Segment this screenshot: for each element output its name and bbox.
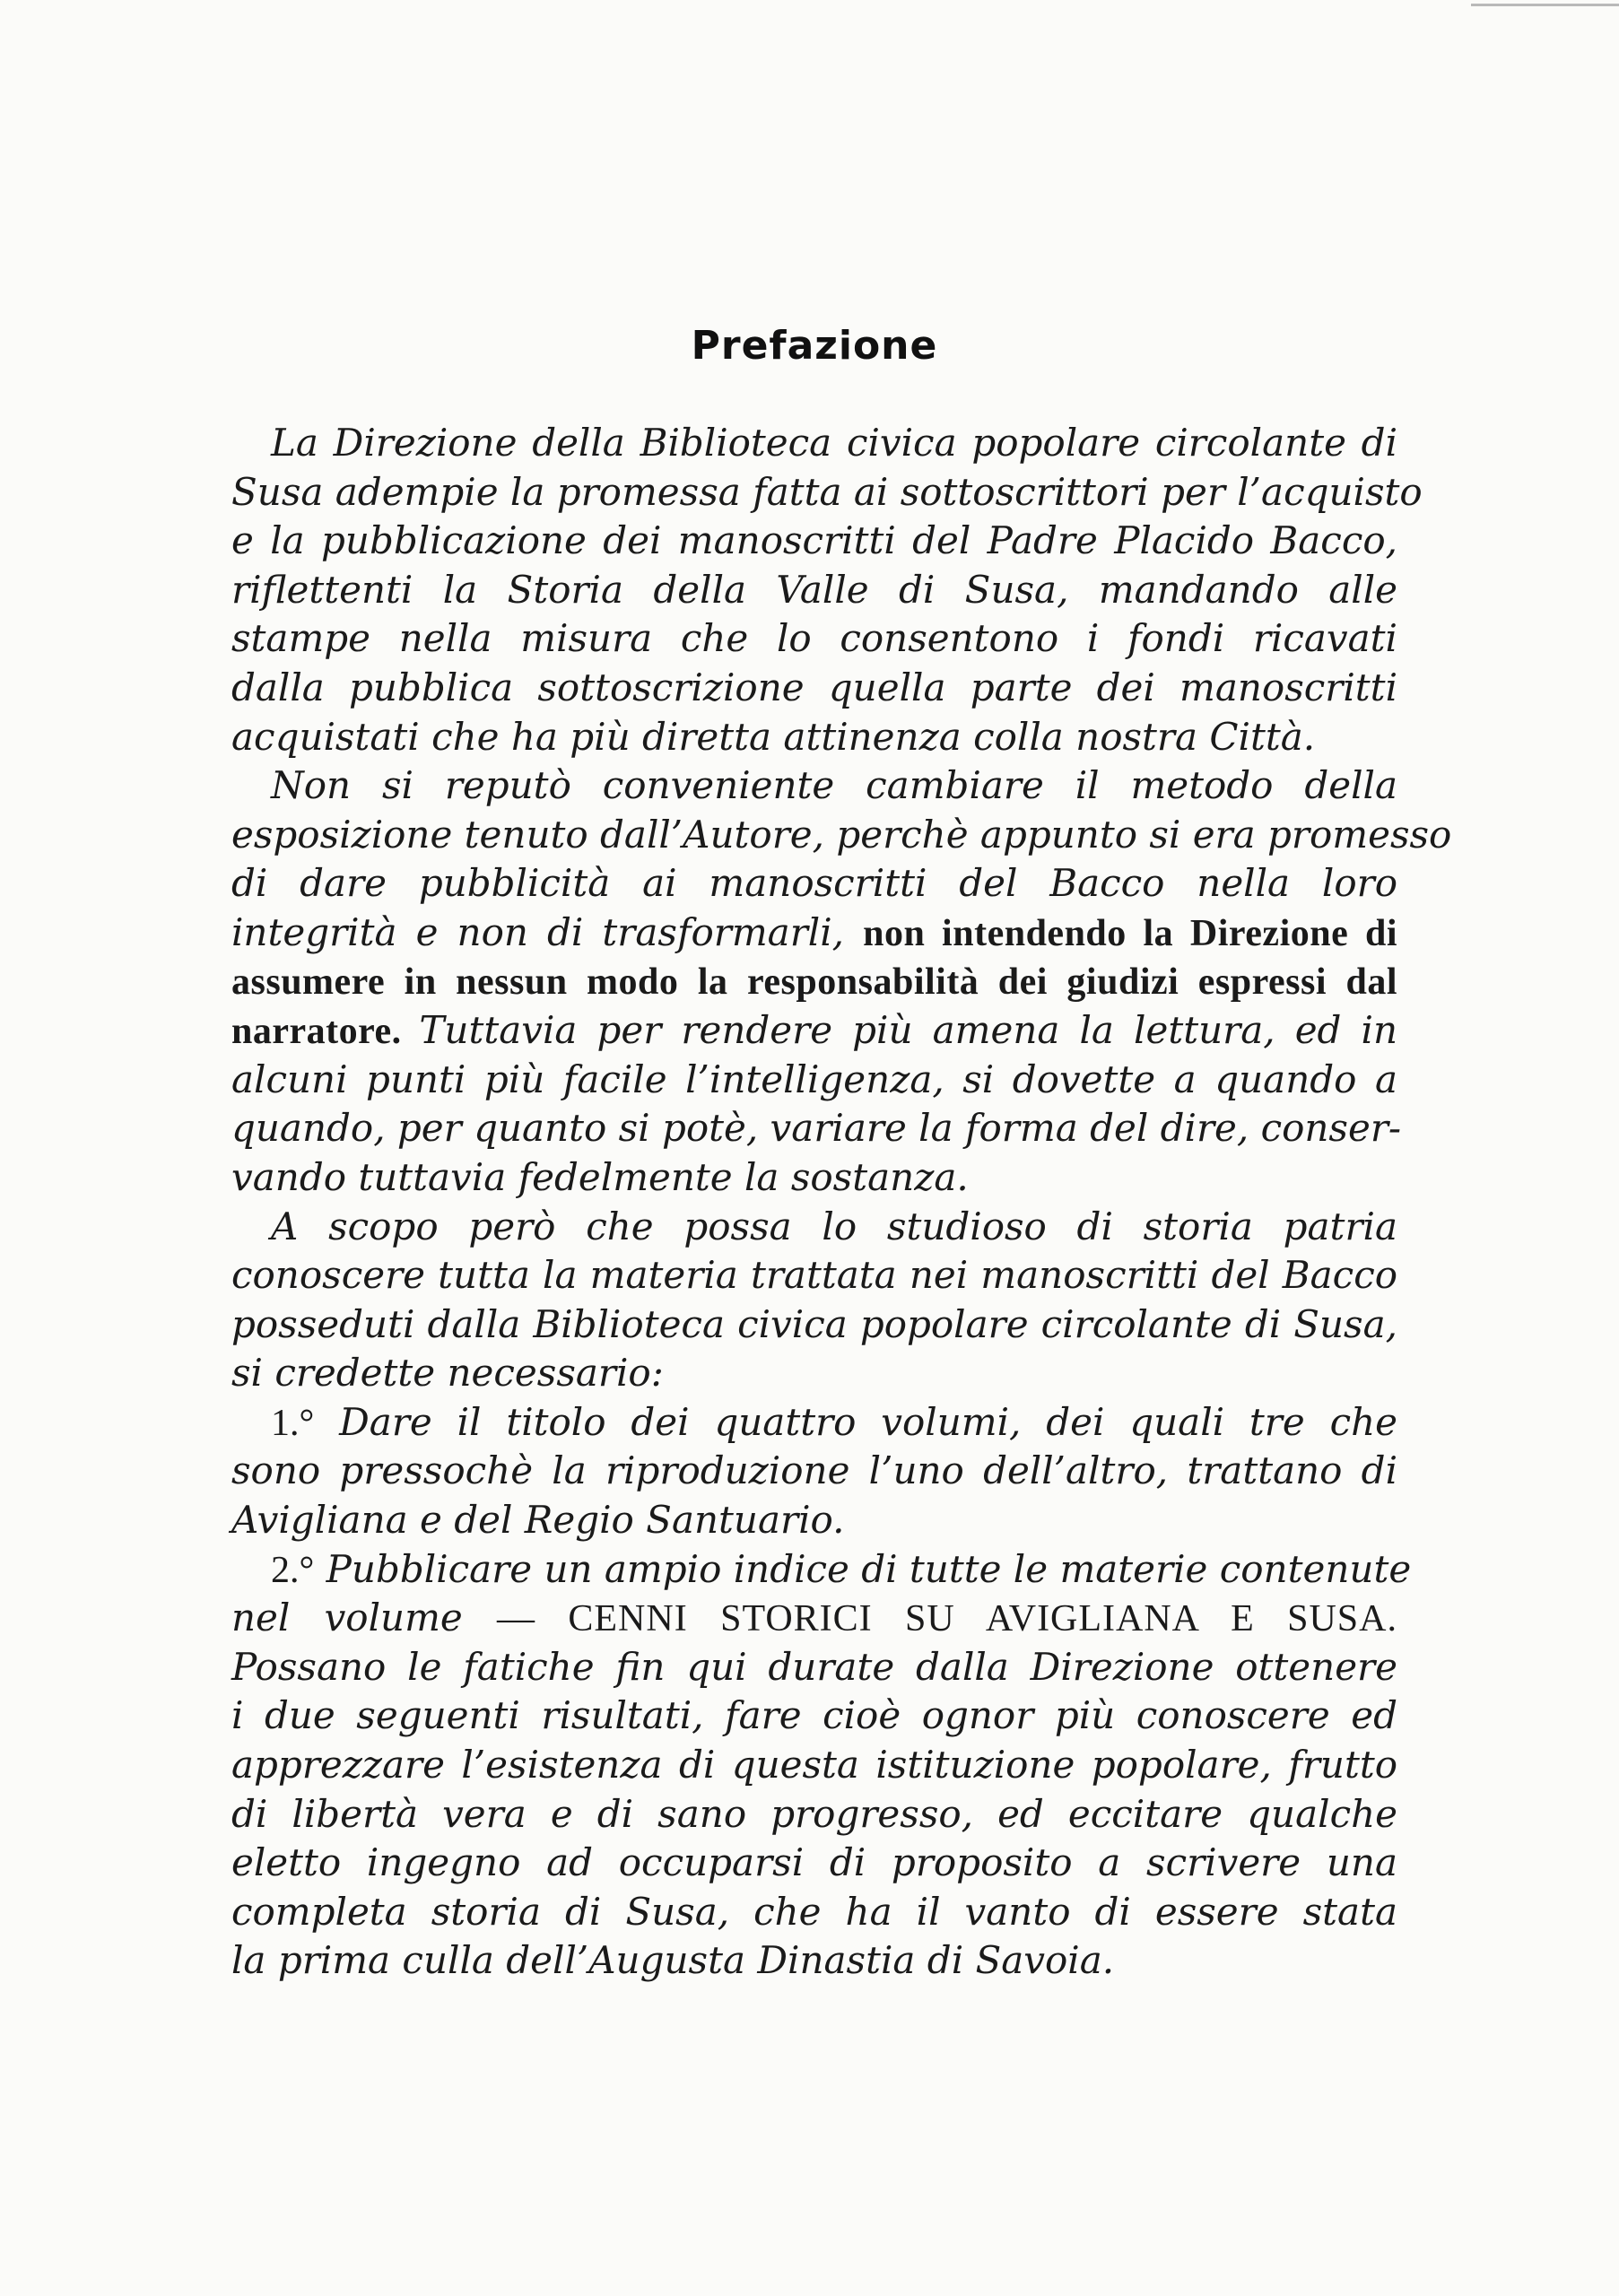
text-line: Non si reputò conveniente cambiare il metodo della bbox=[271, 763, 1397, 808]
text-roman: non intendendo la Direzione di bbox=[863, 912, 1397, 954]
preface-page bbox=[231, 323, 1452, 1986]
list-number: 2.° bbox=[271, 1549, 315, 1591]
paragraph-1 bbox=[231, 419, 1423, 761]
page-title: Prefazione bbox=[691, 323, 938, 369]
paragraph-5 bbox=[231, 1545, 1412, 1986]
text-roman: narratore. bbox=[231, 1011, 420, 1053]
text-line: esposizione tenuto dall’Autore, perchè appunto si era promesso bbox=[231, 812, 1452, 857]
paragraph-3 bbox=[231, 1203, 1397, 1398]
text-italic: nel volume bbox=[231, 1596, 497, 1640]
text-line: stampe nella misura che lo consentono i fondi ricavati bbox=[231, 616, 1397, 661]
text-line bbox=[231, 909, 1397, 958]
text-line: acquistati che ha più diretta attinenza colla nostra Città. bbox=[231, 714, 1316, 759]
text-line: la prima culla dell’Augusta Dinastia di Savoia. bbox=[231, 1938, 1115, 1983]
text-line: Possano le fatiche fin qui durate dalla Direzione ottenere bbox=[231, 1644, 1397, 1689]
text-line bbox=[231, 1006, 1397, 1056]
paragraph-4 bbox=[231, 1398, 1397, 1545]
text-line: A scopo però che possa lo studioso di storia patria bbox=[271, 1204, 1397, 1248]
text-line: conoscere tutta la materia trattata nei manoscritti del Bacco bbox=[231, 1253, 1397, 1298]
text-line: di libertà vera e di sano progresso, ed eccitare qualche bbox=[231, 1791, 1397, 1836]
text-italic: Tuttavia per rendere più amena la lettura, ed in bbox=[419, 1008, 1398, 1053]
text-line: Avigliana e del Regio Santuario. bbox=[231, 1498, 845, 1543]
text-line bbox=[231, 1398, 1397, 1448]
text-line: assumere in nessun modo la responsabilità dei giudizi espressi dal bbox=[231, 961, 1397, 1003]
text-line: dalla pubblica sottoscrizione quella parte dei manoscritti bbox=[231, 665, 1397, 709]
text-line: i due seguenti risultati, fare cioè ognor più conoscere ed bbox=[231, 1693, 1397, 1738]
text-line: si credette necessario: bbox=[231, 1351, 664, 1396]
text-line: completa storia di Susa, che ha il vanto di essere stata bbox=[231, 1889, 1397, 1934]
text-italic: Dare il titolo dei quattro volumi, dei quali tre che bbox=[314, 1399, 1397, 1444]
text-italic: Pubblicare un ampio indice di tutte le materie contenute bbox=[314, 1546, 1412, 1591]
text-line: quando, per quanto si potè, variare la forma del dire, conser- bbox=[231, 1106, 1402, 1151]
text-line: vando tuttavia fedelmente la sostanza. bbox=[231, 1154, 969, 1199]
text-line: La Direzione della Biblioteca civica popolare circolante di bbox=[271, 421, 1397, 465]
text-line: sono pressochè la riproduzione l’uno dell’altro, trattano di bbox=[231, 1448, 1397, 1493]
text-line: alcuni punti più facile l’intelligenza, si dovette a quando a bbox=[231, 1057, 1397, 1101]
text-line: apprezzare l’esistenza di questa istituzione popolare, frutto bbox=[231, 1743, 1397, 1787]
text-line: riflettenti la Storia della Valle di Susa, mandando alle bbox=[231, 567, 1397, 612]
text-line: posseduti dalla Biblioteca civica popolare circolante di Susa, bbox=[231, 1301, 1397, 1346]
text-line: Susa adempie la promessa fatta ai sottoscrittori per l’acquisto bbox=[231, 469, 1423, 514]
book-title: — CENNI STORICI SU AVIGLIANA E SUSA. bbox=[497, 1598, 1398, 1640]
page-edge bbox=[1471, 4, 1619, 6]
text-line bbox=[231, 1594, 1397, 1643]
text-line: di dare pubblicità ai manoscritti del Bacco nella loro bbox=[231, 861, 1397, 906]
paragraph-2 bbox=[231, 761, 1452, 1202]
text-line: eletto ingegno ad occuparsi di proposito a scrivere una bbox=[231, 1840, 1397, 1885]
text-italic: integrità e non di trasformarli, bbox=[231, 909, 864, 954]
text-line: e la pubblicazione dei manoscritti del Padre Placido Bacco, bbox=[231, 518, 1397, 563]
text-line bbox=[231, 1545, 1412, 1595]
list-number: 1.° bbox=[271, 1402, 315, 1444]
